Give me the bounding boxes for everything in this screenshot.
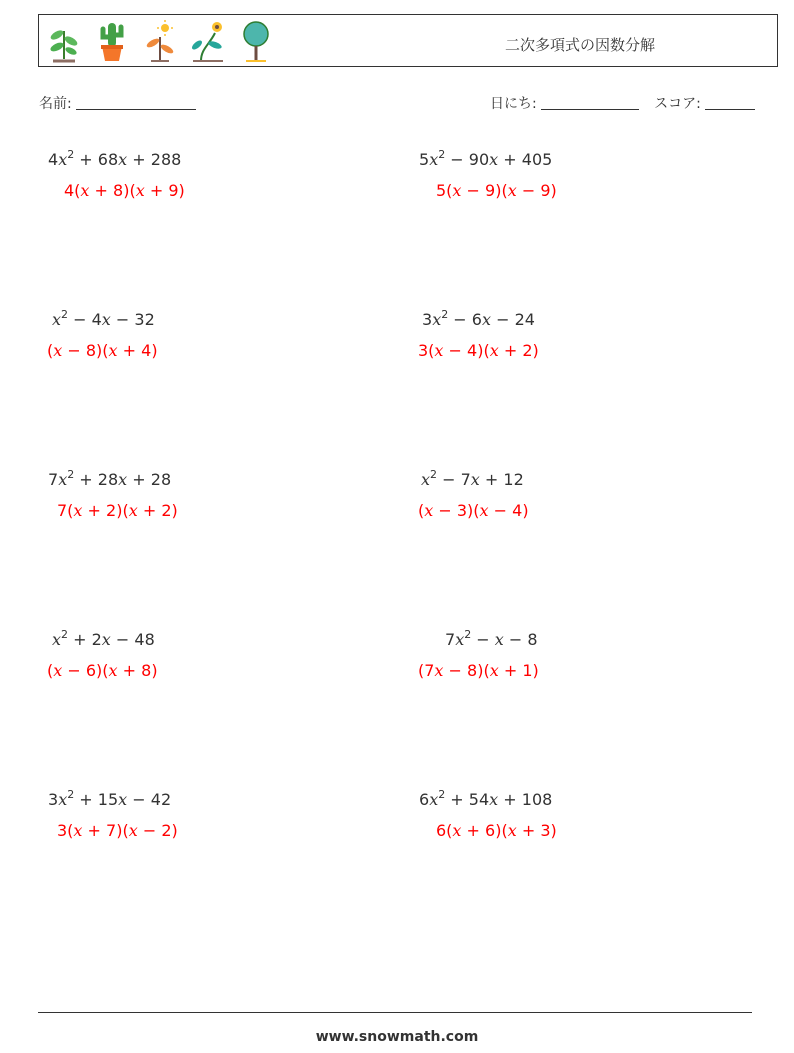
plant-sprout-icon xyxy=(45,19,83,63)
problem-expression: $5x^2 - 90x + 405$ xyxy=(419,148,553,169)
problem-answer: (x − 6)(x + 8) xyxy=(47,661,158,680)
answer-7 xyxy=(47,661,158,680)
score-label: スコア: xyxy=(654,96,701,112)
answer-1 xyxy=(64,181,185,200)
answer-8 xyxy=(418,661,539,680)
date-score-fields xyxy=(490,93,755,113)
answer-10 xyxy=(436,821,557,840)
problem-expression: $7x^2 - x - 8$ xyxy=(445,628,538,649)
problem-expression: $x^2 + 2x - 48$ xyxy=(52,628,155,649)
answer-5 xyxy=(57,501,178,520)
problem-3 xyxy=(52,310,155,329)
problem-1 xyxy=(48,150,181,169)
answer-6 xyxy=(418,501,529,520)
problem-answer: (x − 3)(x − 4) xyxy=(418,501,529,520)
footer-site-link[interactable]: www.snowmath.com xyxy=(315,1029,479,1045)
problem-10 xyxy=(419,790,552,809)
name-label: 名前: xyxy=(39,96,72,112)
problem-5 xyxy=(48,470,171,489)
problem-4 xyxy=(422,310,535,329)
answer-9 xyxy=(57,821,178,840)
problem-expression: $x^2 - 7x + 12$ xyxy=(421,468,524,489)
name-blank xyxy=(76,97,196,110)
name-field xyxy=(39,93,196,113)
problem-answer: 7(x + 2)(x + 2) xyxy=(57,501,178,520)
problem-expression: $7x^2 + 28x + 28$ xyxy=(48,468,172,489)
footer-divider xyxy=(38,1012,752,1013)
problem-expression: $4x^2 + 68x + 288$ xyxy=(48,148,182,169)
cactus-pot-icon xyxy=(93,19,131,63)
problem-answer: 3(x − 4)(x + 2) xyxy=(418,341,539,360)
problem-8 xyxy=(445,630,538,649)
problem-6 xyxy=(421,470,524,489)
problem-answer: (7x − 8)(x + 1) xyxy=(418,661,539,680)
header-icons xyxy=(45,19,275,63)
problem-expression: $3x^2 + 15x - 42$ xyxy=(48,788,172,809)
score-blank xyxy=(705,97,755,110)
problem-answer: 6(x + 6)(x + 3) xyxy=(436,821,557,840)
problem-answer: 5(x − 9)(x − 9) xyxy=(436,181,557,200)
problem-2 xyxy=(419,150,552,169)
worksheet-title: 二次多項式の因数分解 xyxy=(505,36,656,54)
sunflower-icon xyxy=(141,19,179,63)
date-label: 日にち: xyxy=(490,96,537,112)
problem-9 xyxy=(48,790,171,809)
date-blank xyxy=(541,97,639,110)
problem-expression: $x^2 - 4x - 32$ xyxy=(52,308,155,329)
vine-flower-icon xyxy=(189,19,227,63)
answer-2 xyxy=(436,181,557,200)
problem-expression: $3x^2 - 6x - 24$ xyxy=(422,308,535,329)
problem-answer: 4(x + 8)(x + 9) xyxy=(64,181,185,200)
problem-7 xyxy=(52,630,155,649)
problem-expression: $6x^2 + 54x + 108$ xyxy=(419,788,553,809)
answer-4 xyxy=(418,341,539,360)
tree-icon xyxy=(237,19,275,63)
worksheet-header xyxy=(38,14,778,67)
problem-answer: (x − 8)(x + 4) xyxy=(47,341,158,360)
answer-3 xyxy=(47,341,158,360)
problem-answer: 3(x + 7)(x − 2) xyxy=(57,821,178,840)
